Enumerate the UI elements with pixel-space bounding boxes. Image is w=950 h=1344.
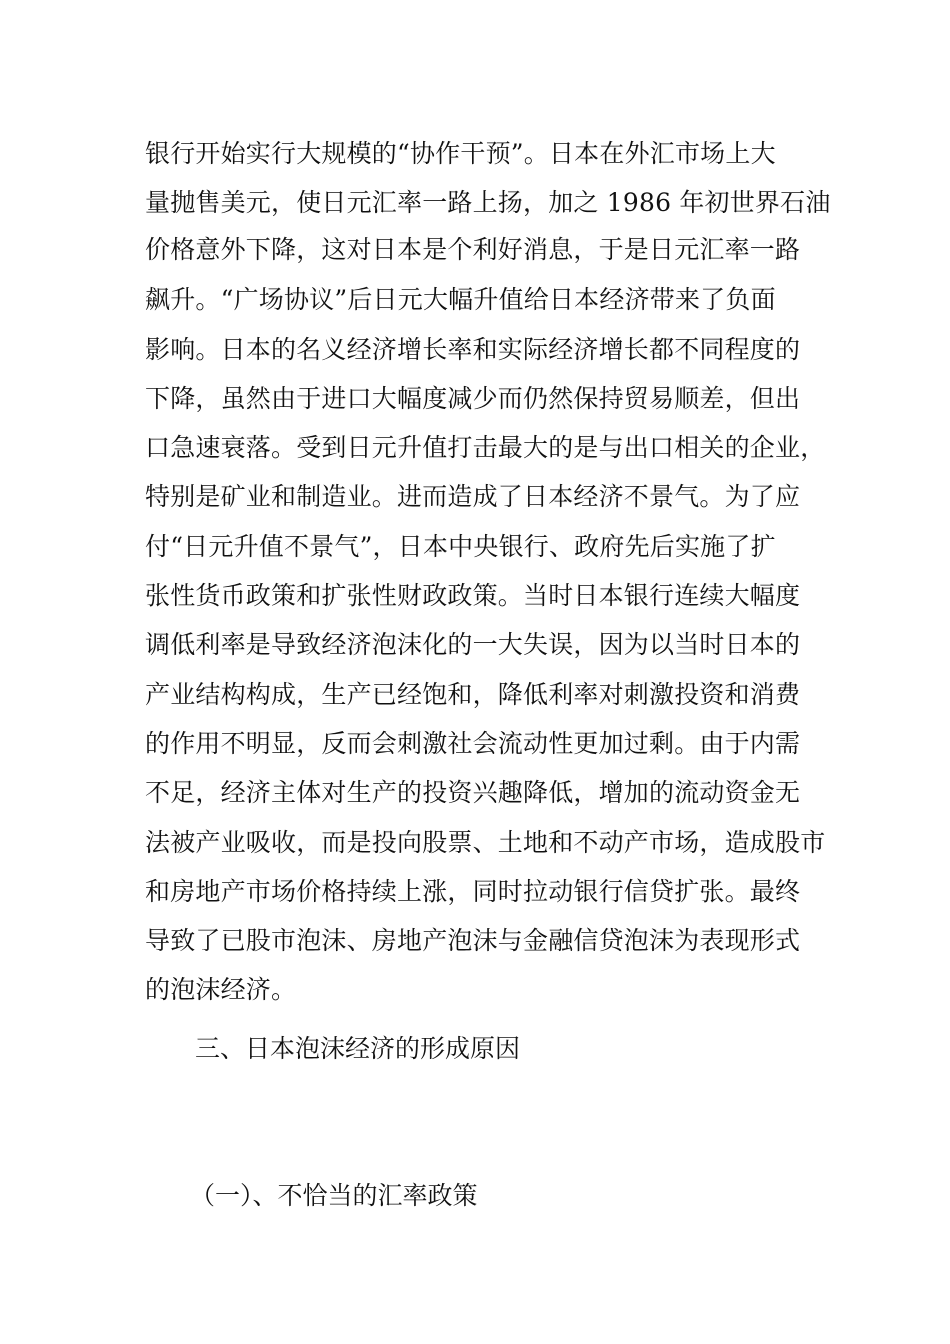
paragraph-line: 的作用不明显，反而会刺激社会流动性更加过剩。由于内需 — [145, 729, 801, 758]
paragraph-line: 调低利率是导致经济泡沫化的一大失误，因为以当时日本的 — [145, 630, 801, 659]
paragraph-line: 付“日元升值不景气”，日本中央银行、政府先后实施了扩 — [145, 532, 776, 561]
paragraph-line: 产业结构构成，生产已经饱和，降低利率对刺激投资和消费 — [145, 680, 801, 709]
paragraph-line: 法被产业吸收，而是投向股票、土地和不动产市场，造成股市 — [145, 828, 826, 857]
section-heading: 三、日本泡沫经济的形成原因 — [195, 1034, 521, 1063]
paragraph-line: 量抛售美元，使日元汇率一路上扬，加之 1986 年初世界石油 — [145, 188, 831, 217]
paragraph-line: 张性货币政策和扩张性财政政策。当时日本银行连续大幅度 — [145, 581, 801, 610]
paragraph-line: 不足，经济主体对生产的投资兴趣降低，增加的流动资金无 — [145, 778, 801, 807]
paragraph-line: 影响。日本的名义经济增长率和实际经济增长都不同程度的 — [145, 335, 801, 364]
paragraph-line: 导致了已股市泡沫、房地产泡沫与金融信贷泡沫为表现形式 — [145, 926, 801, 955]
paragraph-line: 口急速衰落。受到日元升值打击最大的是与出口相关的企业， — [145, 433, 826, 462]
paragraph-line: 下降，虽然由于进口大幅度减少而仍然保持贸易顺差，但出 — [145, 384, 801, 413]
paragraph-line: 特别是矿业和制造业。进而造成了日本经济不景气。为了应 — [145, 482, 801, 511]
subsection-heading: （一）、不恰当的汇率政策 — [190, 1181, 478, 1210]
paragraph-line: 和房地产市场价格持续上涨，同时拉动银行信贷扩张。最终 — [145, 877, 801, 906]
paragraph-line: 飙升。“广场协议”后日元大幅升值给日本经济带来了负面 — [145, 285, 776, 314]
paragraph-line: 价格意外下降，这对日本是个利好消息，于是日元汇率一路 — [145, 235, 801, 264]
paragraph-line: 银行开始实行大规模的“协作干预”。日本在外汇市场上大 — [145, 139, 776, 168]
paragraph-line: 的泡沫经济。 — [145, 975, 297, 1004]
